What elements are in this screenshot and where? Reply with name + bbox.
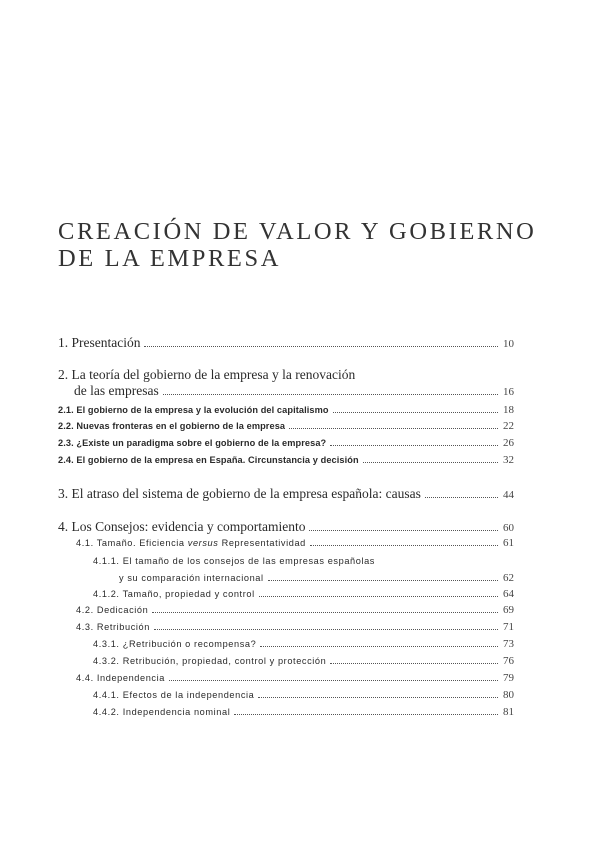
- toc-label-post: Representatividad: [218, 538, 306, 548]
- toc-label-line: 4.1.1. El tamaño de los consejos de las empresas españolas: [93, 556, 375, 566]
- toc-page-number: 10: [503, 338, 514, 350]
- toc-entry-2-4: [58, 454, 514, 466]
- toc-entry-2-3: [58, 437, 514, 449]
- toc-label: 4.4.2. Independencia nominal: [93, 707, 231, 717]
- toc-entry-4: [58, 519, 514, 535]
- leader-dots: [260, 646, 498, 647]
- toc-page-number: 44: [503, 489, 514, 501]
- toc-label: y su comparación internacional: [119, 573, 264, 583]
- leader-dots: [259, 596, 498, 597]
- leader-dots: [163, 394, 498, 395]
- leader-dots: [268, 580, 498, 581]
- toc-page-number: 76: [503, 655, 514, 667]
- toc-page-number: 26: [503, 437, 514, 449]
- toc-label-line: 2. La teoría del gobierno de la empresa y la renovación: [58, 367, 356, 382]
- leader-dots: [309, 530, 498, 531]
- toc-entry-1: [58, 335, 514, 351]
- toc-page-number: 18: [503, 404, 514, 416]
- leader-dots: [144, 346, 498, 347]
- leader-dots: [154, 629, 498, 630]
- toc-page-number: 60: [503, 522, 514, 534]
- toc-entry-2-1: [58, 404, 514, 416]
- leader-dots: [363, 462, 498, 463]
- toc-label: 4.3. Retribución: [76, 622, 150, 632]
- toc-label: 4.3.2. Retribución, propiedad, control y protección: [93, 656, 327, 666]
- toc-entry-4-2: [58, 604, 514, 616]
- toc-label: 4.2. Dedicación: [76, 605, 149, 615]
- toc-page-number: 32: [503, 454, 514, 466]
- leader-dots: [333, 412, 498, 413]
- leader-dots: [169, 680, 498, 681]
- toc-label: 2.2. Nuevas fronteras en el gobierno de la empresa: [58, 421, 286, 431]
- toc-page-number: 71: [503, 621, 514, 633]
- toc-page-number: 16: [503, 386, 514, 398]
- toc-label: 1. Presentación: [58, 335, 141, 350]
- toc-label: 4. Los Consejos: evidencia y comportamiento: [58, 519, 306, 534]
- toc-label: 3. El atraso del sistema de gobierno de la empresa española: causas: [58, 486, 421, 501]
- toc-page-number: 22: [503, 420, 514, 432]
- leader-dots: [234, 714, 498, 715]
- toc-entry-4-3: [58, 621, 514, 633]
- toc-label: 2.1. El gobierno de la empresa y la evolución del capitalismo: [58, 405, 329, 415]
- toc-page-number: 81: [503, 706, 514, 718]
- toc-entry-4-1-1: [58, 572, 514, 584]
- toc-label: 4.4. Independencia: [76, 673, 165, 683]
- leader-dots: [330, 445, 498, 446]
- toc-entry-4-4: [58, 672, 514, 684]
- toc-entry-4-3-1: [58, 638, 514, 650]
- leader-dots: [289, 428, 498, 429]
- toc-label-italic: versus: [187, 538, 219, 548]
- toc-entry-4-1: [58, 537, 514, 549]
- toc-label: de las empresas: [74, 383, 159, 398]
- toc-page-number: 62: [503, 572, 514, 584]
- toc-entry-3: [58, 486, 514, 502]
- toc-label: 4.1.2. Tamaño, propiedad y control: [93, 589, 255, 599]
- leader-dots: [330, 663, 498, 664]
- leader-dots: [258, 697, 498, 698]
- leader-dots: [310, 545, 498, 546]
- toc-entry-4-1-2: [58, 588, 514, 600]
- toc-page-number: 61: [503, 537, 514, 549]
- page-title: [58, 218, 536, 272]
- toc-page-number: 69: [503, 604, 514, 616]
- toc-page-number: 64: [503, 588, 514, 600]
- toc-entry-2-2: [58, 420, 514, 432]
- toc-entry-4-4-2: [58, 706, 514, 718]
- toc-page-number: 79: [503, 672, 514, 684]
- leader-dots: [425, 497, 498, 498]
- title-line-2: DE LA EMPRESA: [58, 245, 282, 272]
- toc-label: 2.3. ¿Existe un paradigma sobre el gobierno de la empresa?: [58, 438, 327, 448]
- toc-label: 4.3.1. ¿Retribución o recompensa?: [93, 639, 257, 649]
- toc-label: 2.4. El gobierno de la empresa en España. Circunstancia y decisión: [58, 455, 359, 465]
- toc-page-number: 73: [503, 638, 514, 650]
- toc-label-pre: 4.1. Tamaño. Eficiencia: [76, 538, 188, 548]
- toc-label: 4.4.1. Efectos de la independencia: [93, 690, 255, 700]
- leader-dots: [152, 612, 498, 613]
- toc-entry-4-3-2: [58, 655, 514, 667]
- toc-entry-4-4-1: [58, 689, 514, 701]
- toc-entry-2: [58, 383, 514, 399]
- title-line-1: CREACIÓN DE VALOR Y GOBIERNO: [58, 218, 537, 245]
- toc-page-number: 80: [503, 689, 514, 701]
- toc-label: [58, 538, 306, 548]
